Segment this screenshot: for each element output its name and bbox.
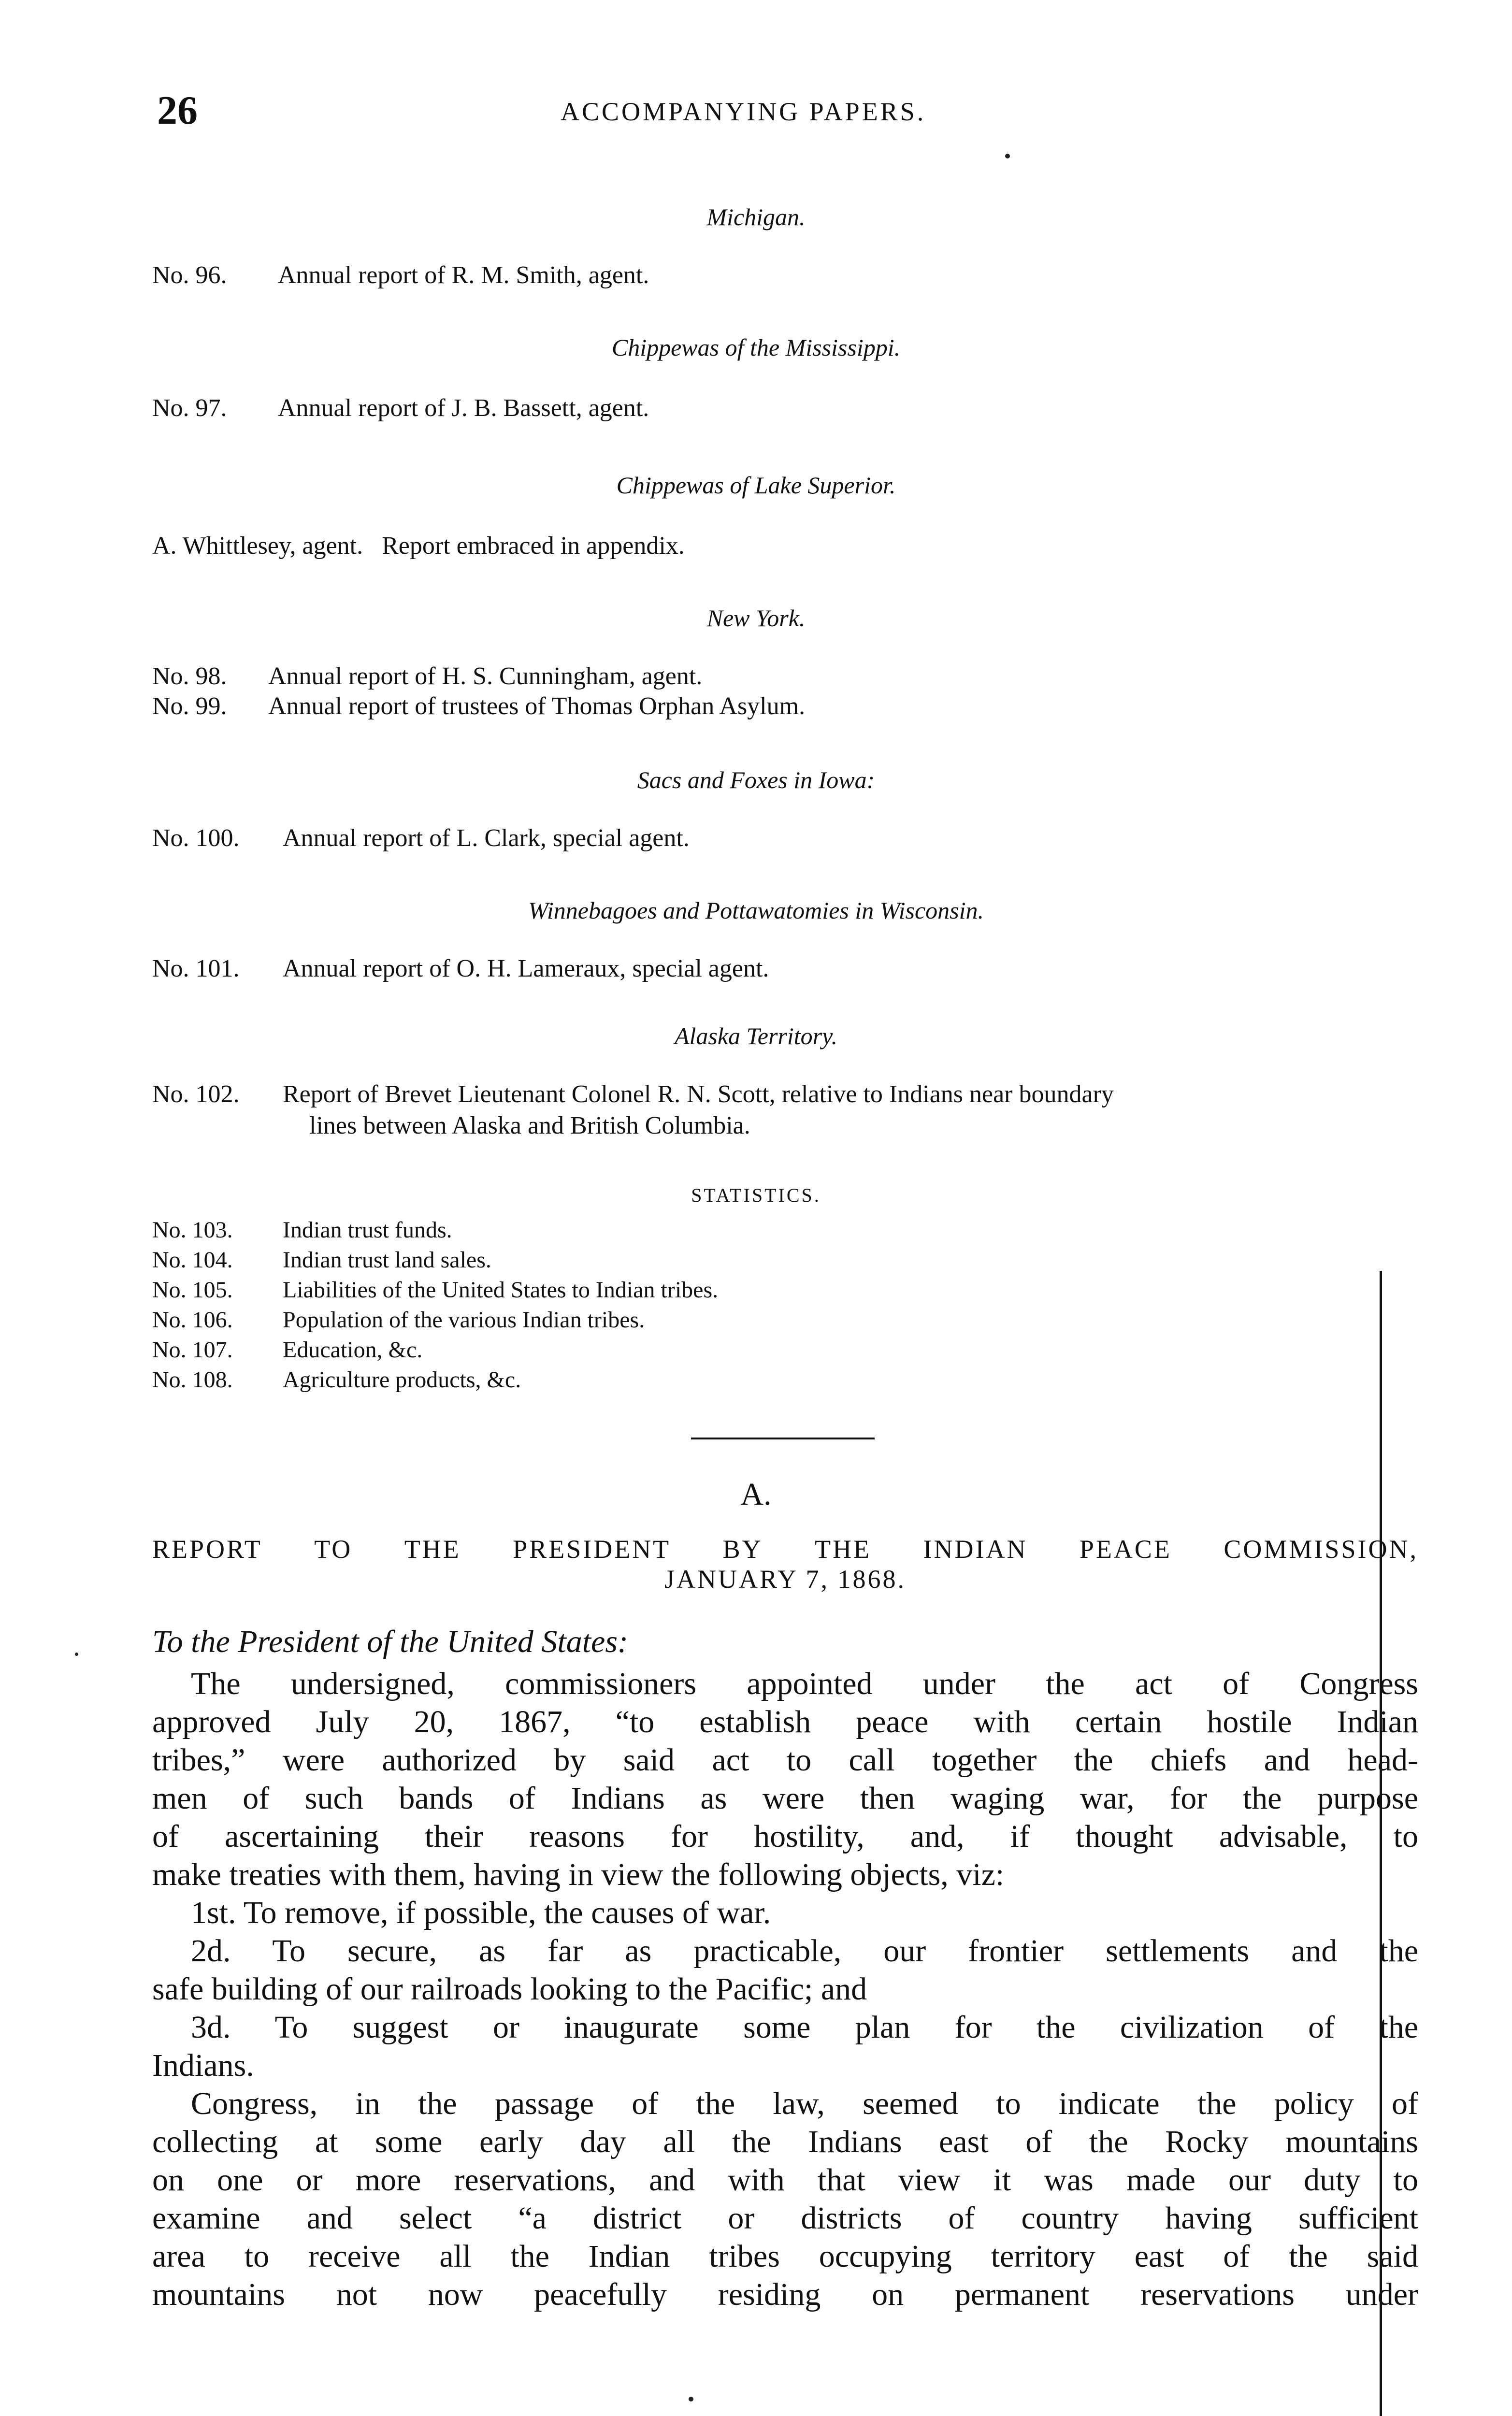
- body-line: area to receive all the Indian tribes occupying territory east of the said: [152, 2239, 1418, 2274]
- running-title: ACCOMPANYING PAPERS.: [561, 97, 926, 126]
- body-line: approved July 20, 1867, “to establish peace with certain hostile Indian: [152, 1704, 1418, 1740]
- entry-line: [152, 261, 649, 289]
- section-heading: Alaska Territory.: [674, 1022, 838, 1050]
- section-heading: New York.: [706, 604, 806, 632]
- margin-rule: [1380, 1271, 1382, 2416]
- stat-number: No. 107.: [152, 1337, 233, 1363]
- title-word: INDIAN: [923, 1535, 1028, 1564]
- stat-number: No. 104.: [152, 1247, 233, 1273]
- appendix-letter: A.: [740, 1477, 772, 1512]
- stat-text: Liabilities of the United States to Indian tribes.: [283, 1277, 719, 1303]
- stat-number: No. 103.: [152, 1217, 233, 1243]
- page-header: [0, 87, 1512, 140]
- body-line: 2d. To secure, as far as practicable, our frontier settlements and the: [191, 1933, 1418, 1969]
- body-line: collecting at some early day all the Indians east of the Rocky mountains: [152, 2124, 1418, 2159]
- print-speck: [75, 1653, 78, 1656]
- title-word: REPORT: [152, 1535, 262, 1564]
- entry-number: No. 99.: [152, 692, 227, 720]
- body-line: Indians.: [152, 2048, 254, 2083]
- report-body: [152, 1665, 1418, 2314]
- stat-text: Agriculture products, &c.: [283, 1367, 521, 1393]
- stat-text: Education, &c.: [283, 1337, 423, 1363]
- entry-text: Annual report of R. M. Smith, agent.: [278, 261, 649, 289]
- body-line: tribes,” were authorized by said act to call together the chiefs and head-: [152, 1742, 1418, 1778]
- entry-line: [152, 954, 769, 983]
- title-word: PRESIDENT: [513, 1535, 671, 1564]
- body-line: mountains not now peacefully residing on permanent reservations under: [152, 2277, 1418, 2312]
- print-speck: [1005, 154, 1010, 158]
- stat-text: Population of the various Indian tribes.: [283, 1307, 645, 1333]
- entry-text: Annual report of H. S. Cunningham, agent.: [268, 662, 703, 690]
- statistics-row: [152, 1305, 645, 1335]
- statistics-row: [152, 1275, 718, 1305]
- entry-line: [152, 532, 685, 560]
- title-word: BY: [722, 1535, 763, 1564]
- section-heading: Chippewas of Lake Superior.: [616, 472, 896, 499]
- entry-text: Annual report of O. H. Lameraux, special agent.: [283, 955, 769, 982]
- statistics-row: [152, 1335, 422, 1365]
- entry-line: [152, 662, 702, 690]
- body-line: on one or more reservations, and with that view it was made our duty to: [152, 2162, 1418, 2198]
- body-line: The undersigned, commissioners appointed under the act of Congress: [191, 1666, 1418, 1701]
- body-line: Congress, in the passage of the law, seemed to indicate the policy of: [191, 2086, 1418, 2121]
- stat-number: No. 105.: [152, 1277, 233, 1303]
- stat-number: No. 106.: [152, 1307, 233, 1333]
- title-word: THE: [815, 1535, 872, 1564]
- section-heading: Sacs and Foxes in Iowa:: [637, 766, 875, 793]
- title-word: THE: [404, 1535, 461, 1564]
- statistics-heading: STATISTICS.: [691, 1184, 821, 1206]
- entry-text: Annual report of trustees of Thomas Orphan Asylum.: [268, 692, 806, 720]
- stat-number: No. 108.: [152, 1367, 233, 1393]
- statistics-row: [152, 1215, 452, 1245]
- entry-number: No. 102.: [152, 1080, 240, 1108]
- entry-continuation: lines between Alaska and British Columbia.: [309, 1112, 750, 1139]
- entry-line: [152, 692, 805, 720]
- entry-text: Report embraced in appendix.: [382, 532, 685, 560]
- title-word: PEACE: [1079, 1535, 1172, 1564]
- stat-text: Indian trust funds.: [283, 1217, 452, 1243]
- page-number: 26: [157, 88, 198, 133]
- body-line: of ascertaining their reasons for hostility, and, if thought advisable, to: [152, 1819, 1418, 1854]
- entry-line: [152, 1080, 1114, 1108]
- body-line: 3d. To suggest or inaugurate some plan for the civilization of the: [191, 2010, 1418, 2045]
- report-title-line-2: JANUARY 7, 1868.: [664, 1565, 907, 1594]
- body-line: examine and select “a district or districts of country having sufficient: [152, 2200, 1418, 2236]
- entry-number: No. 100.: [152, 824, 240, 852]
- entry-line: [152, 394, 649, 422]
- report-title: [152, 1534, 1418, 1594]
- print-speck: [689, 2397, 693, 2402]
- body-line: 1st. To remove, if possible, the causes of war.: [191, 1895, 771, 1930]
- entry-text: Annual report of J. B. Bassett, agent.: [278, 394, 649, 422]
- entry-number: No. 96.: [152, 261, 227, 289]
- section-heading: Michigan.: [706, 203, 806, 230]
- title-word: COMMISSION,: [1224, 1535, 1418, 1564]
- section-heading: Winnebagoes and Pottawatomies in Wisconsin.: [528, 897, 984, 924]
- entry-line: [152, 824, 690, 852]
- statistics-row: [152, 1365, 521, 1395]
- section-divider: [691, 1438, 875, 1439]
- salutation: To the President of the United States:: [152, 1624, 629, 1659]
- body-line: make treaties with them, having in view the following objects, viz:: [152, 1857, 1005, 1892]
- entry-number: A. Whittlesey, agent.: [152, 532, 363, 560]
- report-title-line-1: [152, 1534, 1418, 1564]
- stat-text: Indian trust land sales.: [283, 1247, 491, 1273]
- statistics-row: [152, 1245, 491, 1275]
- entry-text: Report of Brevet Lieutenant Colonel R. N. Scott, relative to Indians near boundary: [283, 1080, 1114, 1108]
- entry-number: No. 97.: [152, 394, 227, 422]
- entry-number: No. 101.: [152, 955, 240, 982]
- entry-number: No. 98.: [152, 662, 227, 690]
- body-line: men of such bands of Indians as were then waging war, for the purpose: [152, 1781, 1418, 1816]
- body-line: safe building of our railroads looking to the Pacific; and: [152, 1971, 867, 2007]
- title-word: TO: [314, 1535, 353, 1564]
- entry-text: Annual report of L. Clark, special agent.: [283, 824, 690, 852]
- section-heading: Chippewas of the Mississippi.: [611, 334, 901, 361]
